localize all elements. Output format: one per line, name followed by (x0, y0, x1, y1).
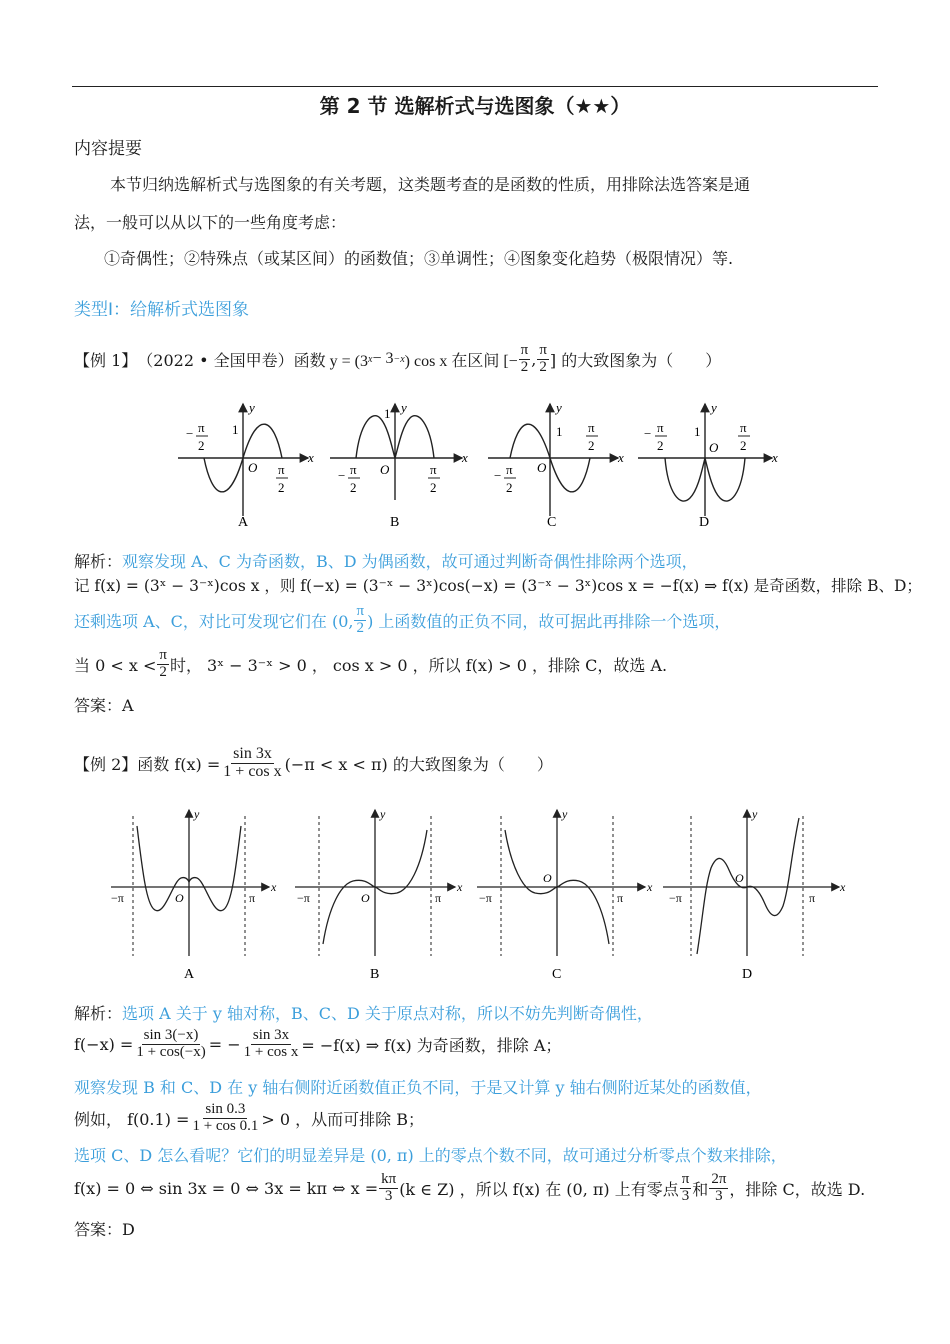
example1-solution-text4a: 当 0 < x < (74, 655, 157, 675)
ex2-a-y: y (194, 807, 200, 821)
example1-solution-text3a: 还剩选项 A、C，对比可发现它们在 (0, (74, 611, 354, 631)
example1-label: 【例 1】 (74, 350, 138, 370)
type1-heading: 类型Ⅰ：给解析式选图象 (74, 300, 250, 320)
ex1-d-x: x (772, 450, 778, 465)
ex1-d-ltick-num: π (657, 420, 664, 435)
example2-stem-a: 函数 f(x) = (137, 754, 221, 774)
title-rule (72, 86, 878, 87)
ex2-d-pi: π (809, 891, 816, 905)
ex2-b-negpi: −π (297, 891, 310, 905)
ex1-b-rtick-num: π (430, 462, 437, 477)
ex2-a-pi: π (249, 891, 256, 905)
example1-stem-b: − 3 (372, 350, 394, 367)
example1-solution-line3 (74, 600, 730, 640)
summary-list: ①奇偶性；②特殊点（或某区间）的函数值；③单调性；④图象变化趋势（极限情况）等. (104, 249, 734, 268)
example1-solution-frac2: $\frac{\pi}{2}$ (159, 646, 167, 680)
example1-stem-d: ] 的大致图象为（ ） (549, 350, 722, 370)
ex2-c-y: y (562, 807, 568, 821)
example1-solution-text4b: 时， 3ˣ − 3⁻ˣ > 0 ， cos x > 0 ，所以 f(x) > 0 ，排除 C，故选 A. (169, 655, 668, 675)
ex2-caption-c: C (552, 967, 562, 982)
example1-exp-x: x (367, 353, 373, 365)
ex2-c-origin: O (543, 871, 552, 885)
ex1-c-rtick-den: 2 (588, 438, 595, 453)
ex1-a-x: x (308, 450, 314, 465)
example2-graphs (105, 806, 850, 986)
example1-source: （2022 • 全国甲卷） (137, 350, 294, 370)
example1-frac-a: $\frac{\pi}{2}$ (520, 341, 529, 375)
example1-solution-line1 (74, 549, 698, 572)
ex1-a-negsign: − (186, 426, 194, 441)
ex2-b-origin: O (361, 891, 370, 905)
example1-solution-text1: 观察发现 A、C 为奇函数，B、D 为偶函数，故可通过判断奇偶性排除两个选项， (122, 552, 698, 571)
example1-exp-negx: −x (393, 353, 405, 365)
example2-solution-frac5: $\frac{\pi}{3}$ (681, 1170, 690, 1204)
summary-paragraph-line2: 法，一般可以从以下的一些角度考虑： (74, 213, 347, 232)
ex2-b-y: y (380, 807, 386, 821)
ex1-b-negsign: − (338, 468, 346, 483)
ex1-d-rtick-den: 2 (740, 438, 747, 453)
ex1-caption-d: D (699, 515, 710, 530)
example2-solution-line5: 选项 C、D 怎么看呢？它们的明显差异是 (0, π) 上的零点个数不同，故可通过分析零点个数来排除， (74, 1146, 787, 1165)
ex2-d-negpi: −π (669, 891, 682, 905)
ex1-c-ltick-num: π (506, 462, 513, 477)
example2-stem (74, 740, 553, 786)
example1-solution-line2: 记 f(x) = (3ˣ − 3⁻ˣ)cos x ，则 f(−x) = (3⁻ˣ − 3ˣ)cos(−x) = (3⁻ˣ − 3ˣ)cos x = −f(x) ⇒ f(x) 是奇函数，排除 B、D； (74, 577, 922, 595)
example1-solution-line4 (74, 644, 667, 684)
ex2-a-origin: O (175, 891, 184, 905)
ex1-b-rtick-den: 2 (430, 480, 437, 495)
ex1-caption-b: B (390, 515, 400, 530)
ex1-a-one: 1 (232, 422, 239, 437)
example1-solution-label: 解析： (74, 552, 123, 571)
example1-solution-frac: $\frac{\pi}{2}$ (356, 602, 365, 636)
ex1-b-origin: O (380, 462, 390, 477)
ex1-d-ltick-den: 2 (657, 438, 664, 453)
ex1-b-ltick-num: π (350, 462, 357, 477)
example1-answer: 答案：A (74, 696, 134, 715)
ex1-d-negsign: − (644, 426, 652, 441)
ex1-caption-c: C (547, 515, 557, 530)
ex2-caption-a: A (184, 967, 195, 982)
ex1-a-ltick-num: π (198, 420, 205, 435)
page-title: 第 2 节 选解析式与选图象（★★） (319, 94, 631, 118)
summary-paragraph-line1: 本节归纳选解析式与选图象的有关考题，这类题考查的是函数的性质，用排除法选答案是通 (110, 175, 751, 194)
ex2-d-x: x (840, 880, 846, 894)
ex1-c-rtick-num: π (588, 420, 595, 435)
ex1-b-x: x (462, 450, 468, 465)
ex1-c-y: y (556, 400, 562, 415)
example2-stem-b: (−π < x < π) 的大致图象为（ ） (284, 754, 553, 774)
ex2-a-negpi: −π (111, 891, 124, 905)
example1-stem: 【例 1】 （2022 • 全国甲卷） 函数 y = (3 x − 3 −x ) cos x 在区间 [− $\frac{\pi}{2}$ , $\frac{\pi}{2}$ ] 的大致图象为（ ） (74, 341, 722, 375)
example2-solution-line3: 观察发现 B 和 C、D 在 y 轴右侧附近函数值正负不同，于是又计算 y 轴右侧附近某处的函数值， (74, 1078, 762, 1097)
example2-solution-frac4: $\frac{k\pi}{3}$ (381, 1170, 397, 1204)
example2-label: 【例 2】 (74, 754, 138, 774)
ex2-c-negpi: −π (479, 891, 492, 905)
example2-frac: $\frac{\sin 3x}{\text{1 + cos x}}$ (223, 744, 282, 780)
ex2-a-x: x (271, 880, 277, 894)
example2-solution-text1: 选项 A 关于 y 轴对称，B、C、D 关于原点对称，所以不妨先判断奇偶性， (122, 1004, 653, 1023)
ex1-d-origin: O (709, 440, 719, 455)
ex1-caption-a: A (238, 515, 249, 530)
ex2-c-x: x (647, 880, 653, 894)
example1-frac-b: $\frac{\pi}{2}$ (539, 341, 547, 375)
ex1-c-x: x (618, 450, 624, 465)
ex1-b-y: y (401, 400, 407, 415)
ex2-b-pi: π (435, 891, 442, 905)
example2-solution-frac1: $\frac{\sin 3(-x)}{1 + \cos(-x)}$ (136, 1026, 206, 1060)
summary-heading: 内容提要 (74, 139, 142, 159)
ex1-a-origin: O (248, 460, 258, 475)
ex2-d-origin: O (735, 871, 744, 885)
example2-solution-line2: f(−x) = $\frac{\sin 3(-x)}{1 + \cos(-x)}$ = − $\frac{\sin 3x}{\text{1 + cos x}}$ = −f(x) ⇒ f(x) 为奇函数，排除 A； (74, 1026, 562, 1060)
ex1-b-one: 1 (384, 406, 391, 421)
ex1-c-negsign: − (494, 468, 502, 483)
ex1-b-ltick-den: 2 (350, 480, 357, 495)
example2-solution-line6: f(x) = 0 ⇔ sin 3x = 0 ⇔ 3x = kπ ⇔ x = $\frac{k\pi}{3}$ (k ∈ Z) ，所以 f(x) 在 (0, π) 上有零点 $\frac{\pi}{3}$ 和 $\frac{2\pi}{3}$ ，排除 C，故选 D. (74, 1170, 866, 1204)
ex1-c-origin: O (537, 460, 547, 475)
ex1-a-y: y (249, 400, 255, 415)
ex2-d-y: y (752, 807, 758, 821)
example1-stem-c: ) cos x 在区间 [− (404, 352, 518, 370)
ex2-c-pi: π (617, 891, 624, 905)
example2-solution-label: 解析： (74, 1004, 123, 1023)
ex1-c-one: 1 (556, 424, 563, 439)
ex1-d-rtick-num: π (740, 420, 747, 435)
ex1-c-ltick-den: 2 (506, 480, 513, 495)
example2-solution-line1 (74, 1001, 653, 1024)
example2-solution-line4: 例如， f(0.1) = $\frac{\sin 0.3}{1 + \cos 0.1}$ > 0 ，从而可排除 B； (74, 1100, 425, 1134)
ex2-b-x: x (457, 880, 463, 894)
example1-solution-text3b: ) 上函数值的正负不同，故可据此再排除一个选项， (367, 611, 731, 631)
ex2-caption-d: D (742, 967, 753, 982)
example2-solution-frac2: $\frac{\sin 3x}{\text{1 + cos x}}$ (243, 1026, 299, 1060)
example1-stem-a: 函数 y = (3 (293, 352, 368, 370)
example2-answer: 答案：D (74, 1220, 135, 1239)
example2-solution-frac3: $\frac{\sin 0.3}{1 + \cos 0.1}$ (192, 1100, 259, 1134)
ex1-d-one: 1 (694, 424, 701, 439)
example1-graphs (160, 398, 800, 533)
ex1-a-ltick-den: 2 (198, 438, 205, 453)
example2-solution-frac6: $\frac{2\pi}{3}$ (711, 1170, 727, 1204)
ex2-caption-b: B (370, 967, 380, 982)
ex1-a-rtick-num: π (278, 462, 285, 477)
ex1-d-y: y (711, 400, 717, 415)
ex1-a-rtick-den: 2 (278, 480, 285, 495)
